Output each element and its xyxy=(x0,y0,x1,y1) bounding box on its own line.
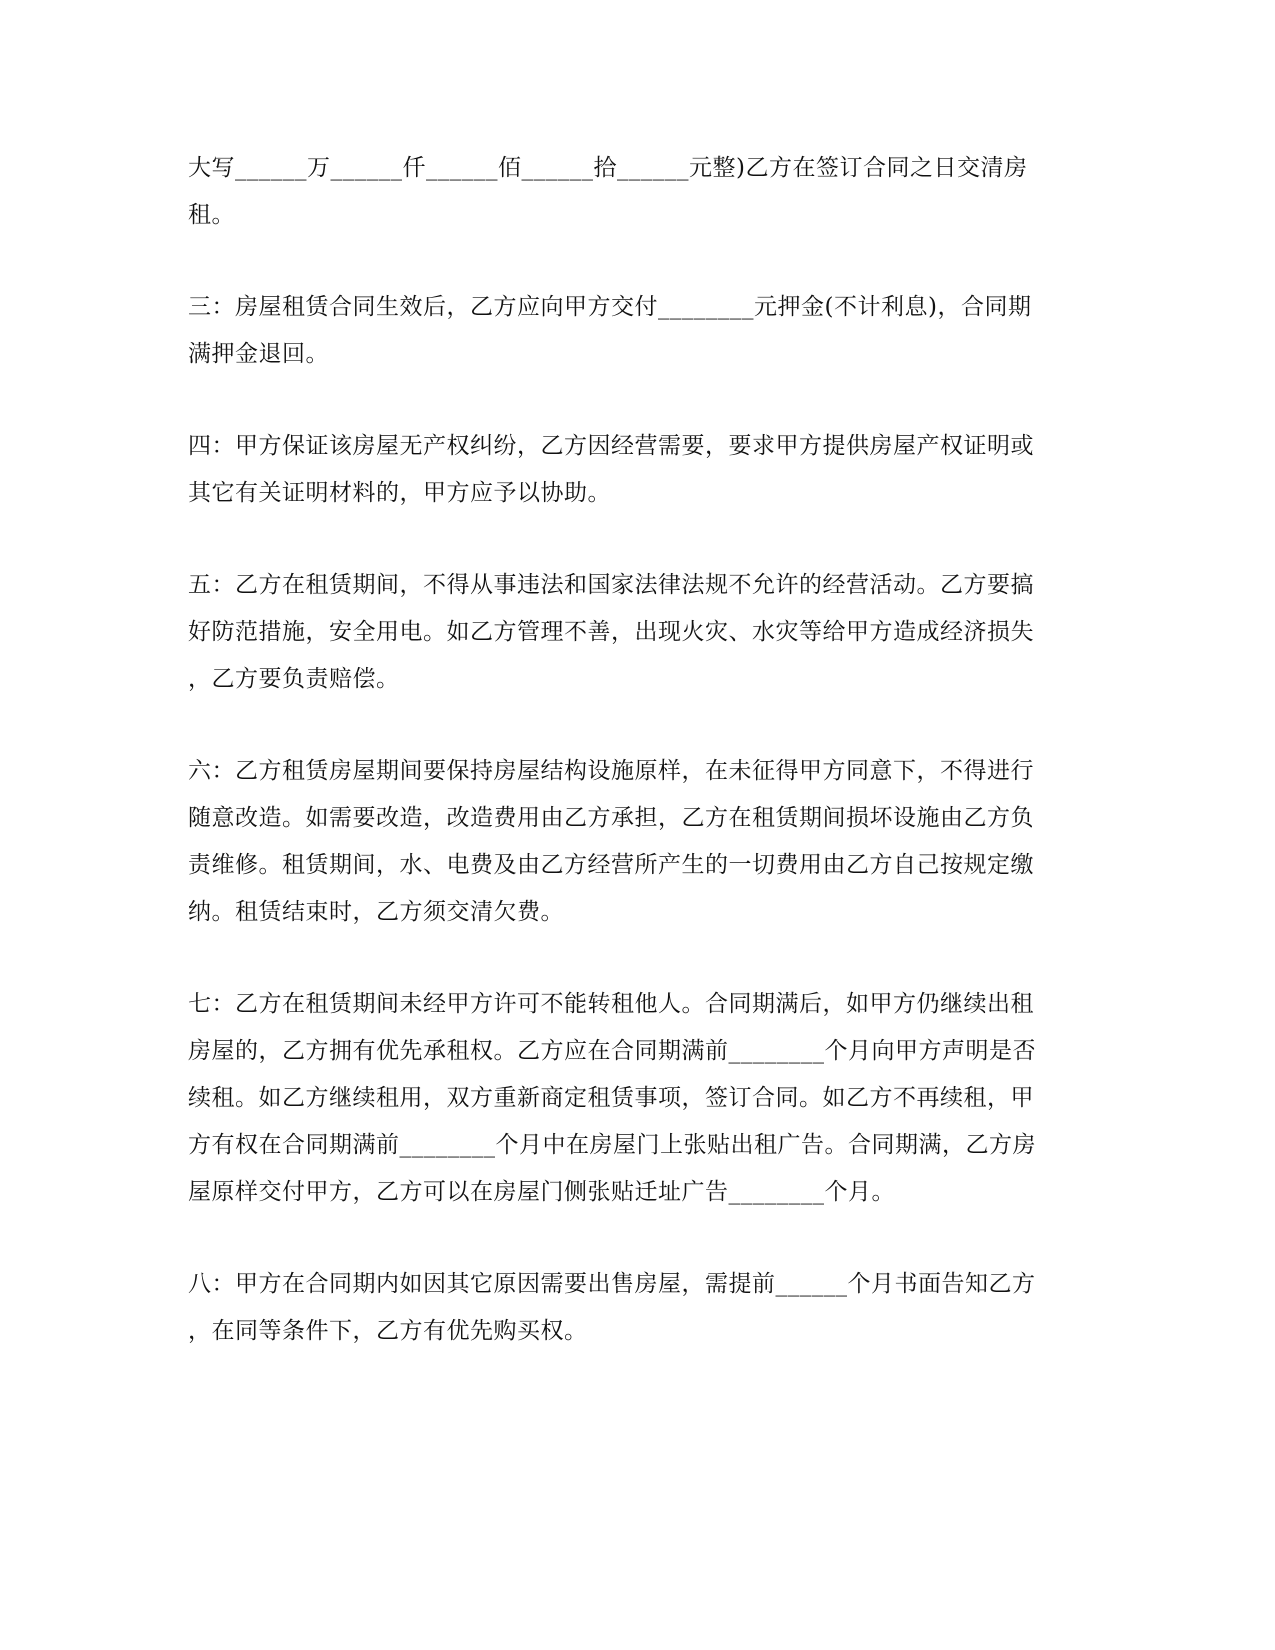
clause-6-line-1: 六：乙方租赁房屋期间要保持房屋结构设施原样，在未征得甲方同意下，不得进行 xyxy=(188,758,1034,784)
clause-6-line-2: 随意改造。如需要改造，改造费用由乙方承担，乙方在租赁期间损坏设施由乙方负 xyxy=(188,805,1034,831)
clause-3-line-1: 三：房屋租赁合同生效后，乙方应向甲方交付________元押金(不计利息)，合同期 xyxy=(188,294,1032,320)
clause-7-line-1: 七：乙方在租赁期间未经甲方许可不能转租他人。合同期满后，如甲方仍继续出租 xyxy=(188,991,1034,1017)
clause-8-line-2: ，在同等条件下，乙方有优先购买权。 xyxy=(188,1318,588,1344)
clause-8-line-1: 八：甲方在合同期内如因其它原因需要出售房屋，需提前______个月书面告知乙方 xyxy=(188,1271,1036,1297)
clause-4-line-1: 四：甲方保证该房屋无产权纠纷，乙方因经营需要，要求甲方提供房屋产权证明或 xyxy=(188,433,1034,459)
clause-5-line-3: ，乙方要负责赔偿。 xyxy=(188,666,400,692)
paragraph-rent-amount-line-1: 大写______万______仟______佰______拾______元整)乙方在签订合同之日交清房 xyxy=(188,155,1028,181)
clause-5-line-1: 五：乙方在租赁期间，不得从事违法和国家法律法规不允许的经营活动。乙方要搞 xyxy=(188,572,1034,598)
clause-7-line-5: 屋原样交付甲方，乙方可以在房屋门侧张贴迁址广告________个月。 xyxy=(188,1179,895,1205)
clause-5-line-2: 好防范措施，安全用电。如乙方管理不善，出现火灾、水灾等给甲方造成经济损失 xyxy=(188,619,1034,645)
clause-4-line-2: 其它有关证明材料的，甲方应予以协助。 xyxy=(188,480,611,506)
clause-7-line-3: 续租。如乙方继续租用，双方重新商定租赁事项，签订合同。如乙方不再续租，甲 xyxy=(188,1085,1034,1111)
clause-3-line-2: 满押金退回。 xyxy=(188,341,329,367)
clause-7-line-4: 方有权在合同期满前________个月中在房屋门上张贴出租广告。合同期满，乙方房 xyxy=(188,1132,1036,1158)
clause-6-line-4: 纳。租赁结束时，乙方须交清欠费。 xyxy=(188,899,564,925)
clause-7-line-2: 房屋的，乙方拥有优先承租权。乙方应在合同期满前________个月向甲方声明是否 xyxy=(188,1038,1036,1064)
paragraph-rent-amount-line-2: 租。 xyxy=(188,202,235,228)
clause-6-line-3: 责维修。租赁期间，水、电费及由乙方经营所产生的一切费用由乙方自己按规定缴 xyxy=(188,852,1034,878)
